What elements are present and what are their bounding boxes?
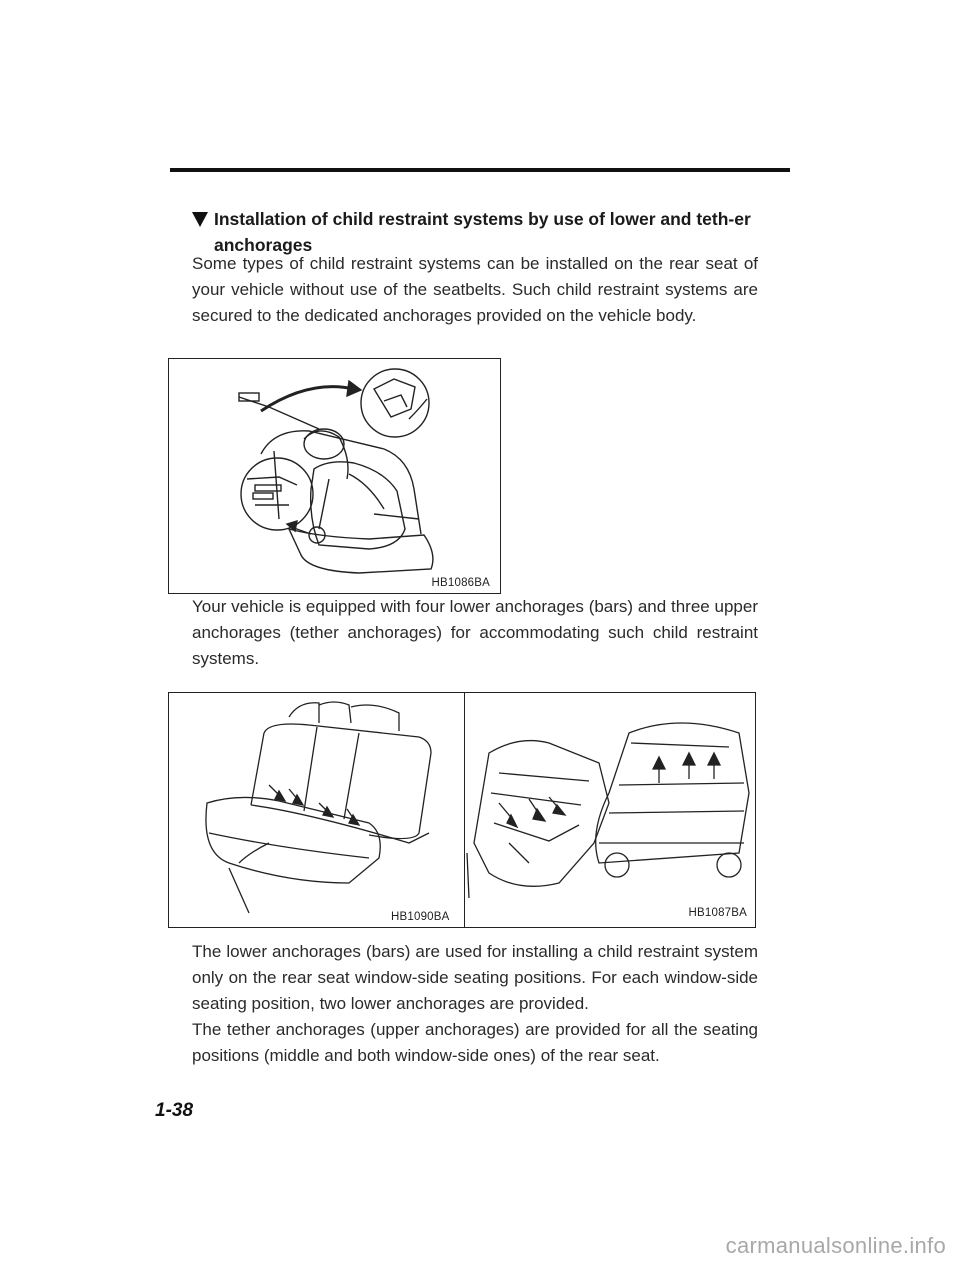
paragraph-lower-anchorages: The lower anchorages (bars) are used for installing a child restraint system only on the rear seat window-side seating positions. For each window-side seating position, two lower anchorages are provided. (192, 942, 758, 1013)
triangle-bullet-icon (192, 212, 208, 227)
paragraph-anchorage-count: Your vehicle is equipped with four lower anchorages (bars) and three upper anchorages (tether anchorages) for accommodating such child restraint systems. (192, 597, 758, 668)
page-number: 1-38 (155, 1100, 194, 1121)
section-heading-text: Installation of child restraint systems by use of lower and teth-er anchorages (214, 209, 751, 255)
paragraph-intro: Some types of child restraint systems can be installed on the rear seat of your vehicle without use of the seatbelts. Such child restraint systems are secured to the dedicated anchorages provided on the vehicle body. (192, 254, 758, 325)
figure-child-seat-installation (168, 358, 501, 594)
paragraph-tether-anchorages: The tether anchorages (upper anchorages) are provided for all the seating positions (middle and both window-side ones) of the rear seat. (192, 1020, 758, 1065)
child-seat-illustration (169, 359, 500, 593)
figure-code-hb1090ba: HB1090BA (391, 911, 450, 923)
figure-anchorage-locations (168, 692, 756, 928)
anchorage-illustrations (169, 693, 755, 927)
figure-code-hb1086ba: HB1086BA (431, 577, 490, 589)
header-rule (170, 168, 790, 172)
figure-code-hb1087ba: HB1087BA (688, 907, 747, 919)
site-watermark: carmanualsonline.info (725, 1233, 946, 1258)
